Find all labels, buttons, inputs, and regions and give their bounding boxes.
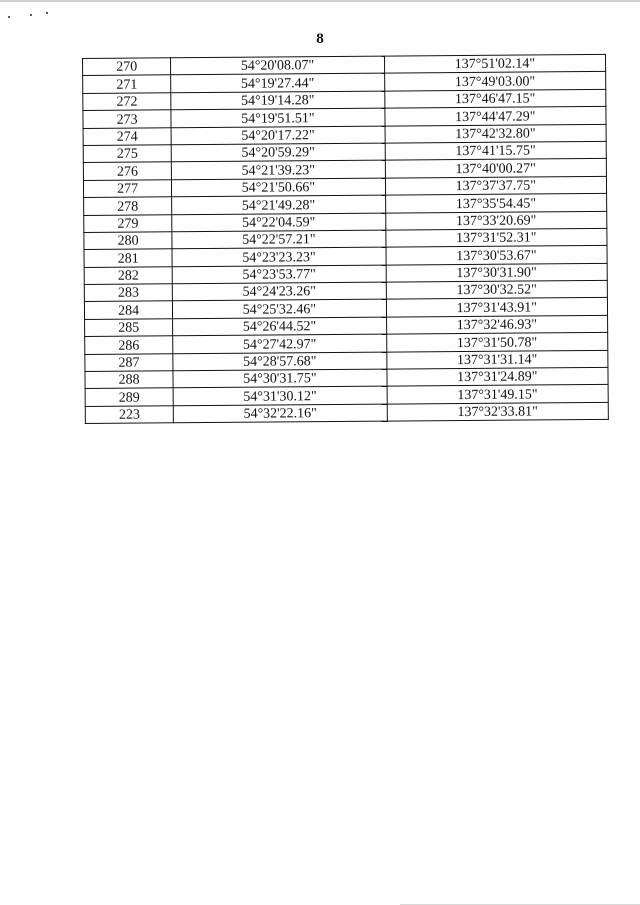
- latitude-cell: 54°21'50.66": [172, 178, 386, 197]
- latitude-cell: 54°21'39.23": [172, 160, 386, 179]
- point-number-cell: 279: [84, 214, 172, 232]
- point-number-cell: 272: [83, 93, 171, 111]
- coordinates-table: [82, 54, 609, 424]
- latitude-cell: 54°25'32.46": [173, 300, 387, 319]
- longitude-cell: 137°46'47.15": [384, 89, 606, 108]
- point-number-cell: 275: [83, 145, 171, 163]
- latitude-cell: 54°23'53.77": [172, 265, 386, 284]
- latitude-cell: 54°19'27.44": [171, 74, 385, 93]
- longitude-cell: 137°40'00.27": [385, 159, 607, 178]
- coordinates-table-body: [83, 54, 609, 423]
- longitude-cell: 137°30'31.90": [386, 263, 608, 282]
- point-number-cell: 286: [85, 336, 173, 354]
- point-number-cell: 277: [83, 180, 171, 198]
- longitude-cell: 137°32'46.93": [386, 315, 608, 334]
- latitude-cell: 54°23'23.23": [172, 247, 386, 266]
- point-number-cell: 276: [83, 162, 171, 180]
- longitude-cell: 137°51'02.14": [384, 54, 606, 73]
- longitude-cell: 137°49'03.00": [384, 72, 606, 91]
- point-number-cell: 283: [84, 284, 172, 302]
- point-number-cell: 270: [83, 58, 171, 76]
- longitude-cell: 137°44'47.29": [384, 107, 606, 126]
- latitude-cell: 54°21'49.28": [172, 195, 386, 214]
- point-number-cell: 278: [84, 197, 172, 215]
- latitude-cell: 54°32'22.16": [173, 404, 387, 423]
- scan-top-edge: [0, 0, 640, 2]
- page-number: 8: [316, 31, 324, 47]
- latitude-cell: 54°20'17.22": [171, 126, 385, 145]
- latitude-cell: 54°22'04.59": [172, 213, 386, 232]
- point-number-cell: 223: [85, 406, 173, 424]
- longitude-cell: 137°31'50.78": [386, 333, 608, 352]
- point-number-cell: 289: [85, 388, 173, 406]
- point-number-cell: 274: [83, 127, 171, 145]
- longitude-cell: 137°30'32.52": [386, 280, 608, 299]
- longitude-cell: 137°30'53.67": [386, 246, 608, 265]
- longitude-cell: 137°31'24.89": [387, 367, 609, 386]
- longitude-cell: 137°42'32.80": [385, 124, 607, 143]
- latitude-cell: 54°19'51.51": [171, 108, 385, 127]
- point-number-cell: 284: [84, 301, 172, 319]
- point-number-cell: 281: [84, 249, 172, 267]
- latitude-cell: 54°22'57.21": [172, 230, 386, 249]
- longitude-cell: 137°35'54.45": [385, 194, 607, 213]
- scan-artifact-marks: [8, 10, 68, 22]
- longitude-cell: 137°41'15.75": [385, 141, 607, 160]
- latitude-cell: 54°30'31.75": [173, 369, 387, 388]
- latitude-cell: 54°31'30.12": [173, 387, 387, 406]
- point-number-cell: 273: [83, 110, 171, 128]
- longitude-cell: 137°32'33.81": [387, 402, 609, 421]
- table-row: [85, 402, 608, 423]
- point-number-cell: 271: [83, 75, 171, 93]
- point-number-cell: 288: [85, 371, 173, 389]
- latitude-cell: 54°20'08.07": [171, 56, 385, 75]
- longitude-cell: 137°37'37.75": [385, 176, 607, 195]
- longitude-cell: 137°31'31.14": [386, 350, 608, 369]
- longitude-cell: 137°31'43.91": [386, 298, 608, 317]
- latitude-cell: 54°24'23.26": [172, 282, 386, 301]
- longitude-cell: 137°31'49.15": [387, 385, 609, 404]
- point-number-cell: 280: [84, 232, 172, 250]
- latitude-cell: 54°27'42.97": [173, 334, 387, 353]
- point-number-cell: 282: [84, 266, 172, 284]
- latitude-cell: 54°20'59.29": [171, 143, 385, 162]
- point-number-cell: 285: [85, 319, 173, 337]
- latitude-cell: 54°26'44.52": [173, 317, 387, 336]
- longitude-cell: 137°33'20.69": [385, 211, 607, 230]
- longitude-cell: 137°31'52.31": [385, 228, 607, 247]
- point-number-cell: 287: [85, 353, 173, 371]
- latitude-cell: 54°28'57.68": [173, 352, 387, 371]
- latitude-cell: 54°19'14.28": [171, 91, 385, 110]
